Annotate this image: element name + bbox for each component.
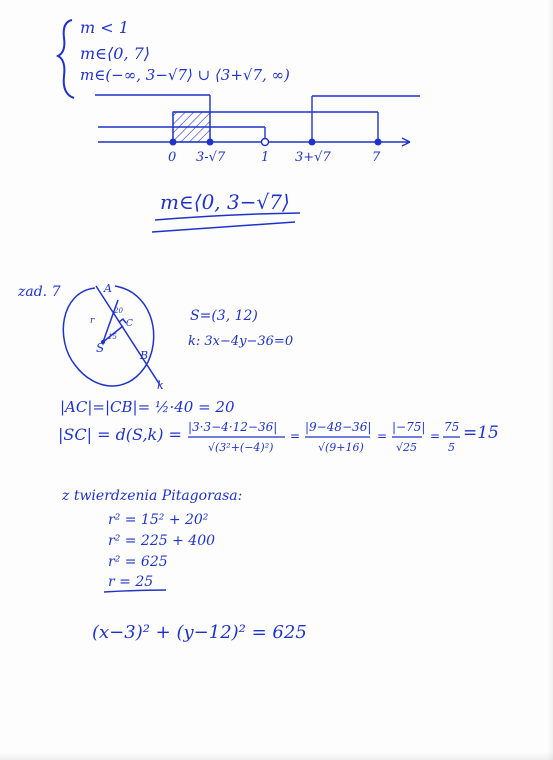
answer-underline — [152, 213, 300, 232]
label-line-k: k — [157, 379, 164, 392]
fraction-1-numerator: |3·3−4·12−36| — [188, 420, 278, 434]
label-center-S: S — [96, 341, 105, 355]
tick-label-7: 7 — [372, 150, 381, 165]
fraction-2-numerator: |9−48−36| — [305, 420, 372, 434]
point-7 — [375, 139, 382, 146]
label-point-A: A — [104, 282, 112, 295]
page-bottom-shadow — [0, 752, 553, 760]
solution-hatch — [173, 112, 210, 142]
final-circle-equation: (x−3)² + (y−12)² = 625 — [92, 622, 307, 643]
answer-1: m∈⟨0, 3−√7⟩ — [160, 190, 290, 214]
pythagoras-step-1: r² = 15² + 20² — [108, 512, 209, 528]
point-3-plus-sqrt7 — [309, 139, 316, 146]
tick-label-0: 0 — [168, 150, 177, 165]
point-3-minus-sqrt7 — [207, 139, 214, 146]
equation-sc-left: |SC| = d(S,k) = — [58, 425, 182, 444]
tick-label-1: 1 — [261, 150, 270, 165]
label-segment-15: 15 — [108, 333, 117, 341]
tick-label-3-minus-sqrt7: 3-√7 — [196, 150, 226, 165]
number-line — [95, 95, 420, 146]
r-underline — [104, 590, 166, 592]
equation-ac-cb: |AC|=|CB|= ½·40 = 20 — [60, 398, 235, 416]
label-point-C: C — [126, 319, 133, 329]
pythagoras-step-2: r² = 225 + 400 — [108, 533, 216, 549]
condition-1: m < 1 — [80, 18, 129, 37]
equals-3: = — [430, 429, 441, 443]
fraction-3-numerator: |−75| — [392, 420, 426, 434]
fraction-3-denominator: √25 — [396, 441, 418, 454]
pythagoras-step-4: r = 25 — [108, 574, 154, 590]
label-radius-r: r — [90, 316, 95, 326]
equals-2: = — [377, 429, 388, 443]
fraction-2-denominator: √(9+16) — [318, 441, 364, 454]
condition-3: m∈(−∞, 3−√7⟩ ∪ ⟨3+√7, ∞) — [80, 66, 290, 84]
fraction-1-denominator: √(3²+(−4)²) — [208, 441, 274, 454]
task-label: zad. 7 — [18, 284, 61, 300]
label-segment-20: 20 — [114, 307, 123, 315]
pythagoras-heading: z twierdzenia Pitagorasa: — [62, 488, 243, 504]
page-right-shadow — [547, 0, 553, 760]
given-center: S=(3, 12) — [190, 308, 258, 324]
fraction-4-denominator: 5 — [448, 441, 455, 454]
equals-1: = — [290, 429, 301, 443]
point-1-open — [262, 139, 269, 146]
pythagoras-step-3: r² = 625 — [108, 554, 168, 570]
given-line: k: 3x−4y−36=0 — [188, 334, 294, 349]
condition-2: m∈⟨0, 7⟩ — [80, 44, 151, 63]
label-point-B: B — [140, 349, 149, 362]
system-brace — [58, 20, 74, 98]
tick-label-3-plus-sqrt7: 3+√7 — [295, 150, 331, 165]
point-0 — [170, 139, 177, 146]
distance-result: =15 — [463, 423, 499, 443]
fraction-4-numerator: 75 — [444, 420, 460, 434]
